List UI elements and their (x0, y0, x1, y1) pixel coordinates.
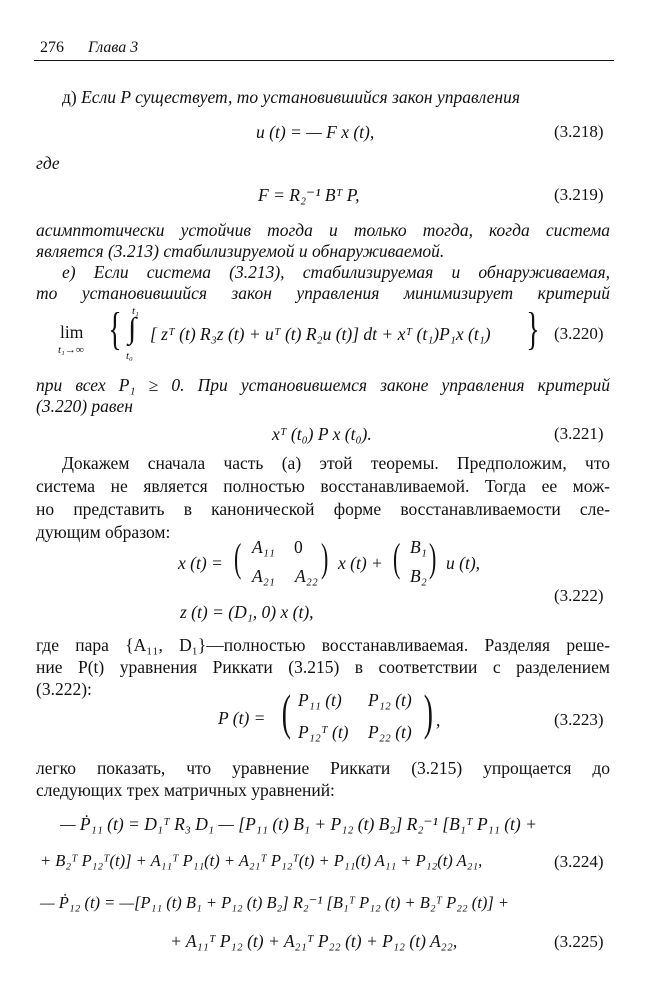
paren-open-b: ( (392, 535, 401, 580)
matrix-a11: A₁₁ (252, 537, 275, 557)
eq-number-3-223: (3.223) (554, 710, 604, 729)
para-e-line-2: то установившийся закон управления минимизирует критерий (36, 283, 610, 303)
eq-number-3-220: (3.220) (554, 324, 604, 343)
eq-3-222-mid: x (t) + (338, 553, 383, 573)
pair-line-3: (3.222): (36, 679, 92, 699)
easy-line-2: следующих трех матричных уравнений: (36, 780, 335, 800)
eq-number-3-222: (3.222) (554, 586, 604, 605)
eq-3-225-line-1: — Ṗ₁₂ (t) = —[P₁₁ (t) B₁ + P₁₂ (t) B₂] R₂⁻¹ [B₁ᵀ P₁₂ (t) + B₂ᵀ P₂₂ (t)] + (40, 893, 510, 912)
chapter-title: Глава 3 (88, 39, 139, 56)
paren-close-b: ) (428, 535, 437, 580)
matrix-p12: P₁₂ (t) (368, 690, 412, 710)
eq-3-220-lim: lim (60, 322, 84, 342)
pair-line-1: где пара {A₁₁, D₁}—полностью восстанавливаемая. Разделяя реше- (36, 635, 610, 655)
matrix-p22: P₂₂ (t) (368, 722, 412, 742)
page-number: 276 (40, 39, 64, 56)
eq-3-222-z: z (t) = (D₁, 0) x (t), (180, 602, 314, 622)
para-d (62, 86, 520, 109)
matrix-p11: P₁₁ (t) (298, 690, 342, 710)
proof-line-2: система не является полностью восстанавливаемой. Тогда ее мож- (36, 476, 610, 496)
integral-lower: t₀ (126, 350, 133, 362)
matrix-zero: 0 (294, 537, 303, 557)
left-brace: { (108, 303, 122, 354)
eq-3-224-line-2: + B₂ᵀ P₁₂ᵀ(t)] + A₁₁ᵀ P₁₁(t) + A₂₁ᵀ P₁₂ᵀ(t) + P₁₁(t) A₁₁ + P₁₂(t) A₂₁, (40, 851, 483, 870)
paren-close-p: ) (423, 684, 433, 740)
eq-3-220-body: [ zᵀ (t) R₃z (t) + uᵀ (t) R₂u (t)] dt + xᵀ (t₁)P₁x (t₁) (150, 324, 491, 344)
after-220-line-2: (3.220) равен (36, 396, 133, 416)
eq-3-223-lhs: P (t) = (218, 708, 266, 728)
para-e-line-1: е) Если система (3.213), стабилизируемая и обнаруживаемая, (62, 262, 610, 282)
pair-line-2: ние P(t) уравнения Риккати (3.215) в соответствии с разделением (36, 657, 610, 677)
paren-open: ( (233, 535, 242, 580)
stable-line-2: является (3.213) стабилизируемой и обнаруживаемой. (36, 241, 445, 261)
matrix-a22: A₂₂ (295, 566, 318, 586)
eq-number-3-221: (3.221) (554, 424, 604, 443)
eq-3-221: xᵀ (t₀) P x (t₀). (272, 424, 372, 444)
integral-sign: ∫ (128, 312, 137, 345)
header-rule (34, 60, 614, 61)
word-gde: где (36, 153, 60, 173)
integral-upper: t₁ (132, 305, 139, 317)
matrix-p12t: P₁₂ᵀ (t) (298, 722, 349, 742)
paren-close: ) (320, 535, 329, 580)
proof-line-1: Докажем сначала часть (а) этой теоремы. Предположим, что (62, 453, 610, 473)
eq-number-3-224: (3.224) (554, 852, 604, 871)
eq-3-222-tail: u (t), (446, 553, 481, 573)
vector-b1: B₁ (410, 537, 427, 557)
after-220-line-1: при всех P₁ ≥ 0. При установившемся законе управления критерий (36, 375, 610, 395)
easy-line-1: легко показать, что уравнение Риккати (3.215) упрощается до (36, 758, 610, 778)
stable-line-1: асимптотически устойчив тогда и только тогда, когда система (36, 220, 610, 240)
eq-3-218: u (t) = — F x (t), (256, 122, 375, 142)
eq-number-3-218: (3.218) (554, 122, 604, 141)
proof-line-4: дующим образом: (36, 522, 171, 542)
right-brace: } (526, 303, 540, 354)
matrix-a21: A₂₁ (252, 566, 275, 586)
eq-number-3-219: (3.219) (554, 185, 604, 204)
eq-number-3-225: (3.225) (554, 932, 604, 951)
vector-b2: B₂ (410, 566, 427, 586)
eq-3-219: F = R₂⁻¹ Bᵀ P, (258, 185, 360, 205)
eq-3-220-lim-sub: t₁→∞ (58, 344, 84, 356)
paren-open-p: ( (281, 684, 291, 740)
para-d-text: Если P существует, то установившийся закон управления (76, 87, 520, 107)
comma: , (436, 710, 441, 730)
eq-3-225-line-2: + A₁₁ᵀ P₁₂ (t) + A₂₁ᵀ P₂₂ (t) + P₁₂ (t) A₂₂, (170, 931, 458, 951)
proof-line-3: но представить в канонической форме восстанавливаемости сле- (36, 499, 610, 519)
eq-3-222-lhs: x (t) = (178, 553, 223, 573)
para-d-label: д) (62, 87, 77, 107)
eq-3-224-line-1: — Ṗ₁₁ (t) = D₁ᵀ R₃ D₁ — [P₁₁ (t) B₁ + P₁₂ (t) B₂] R₂⁻¹ [B₁ᵀ P₁₁ (t) + (60, 814, 537, 834)
